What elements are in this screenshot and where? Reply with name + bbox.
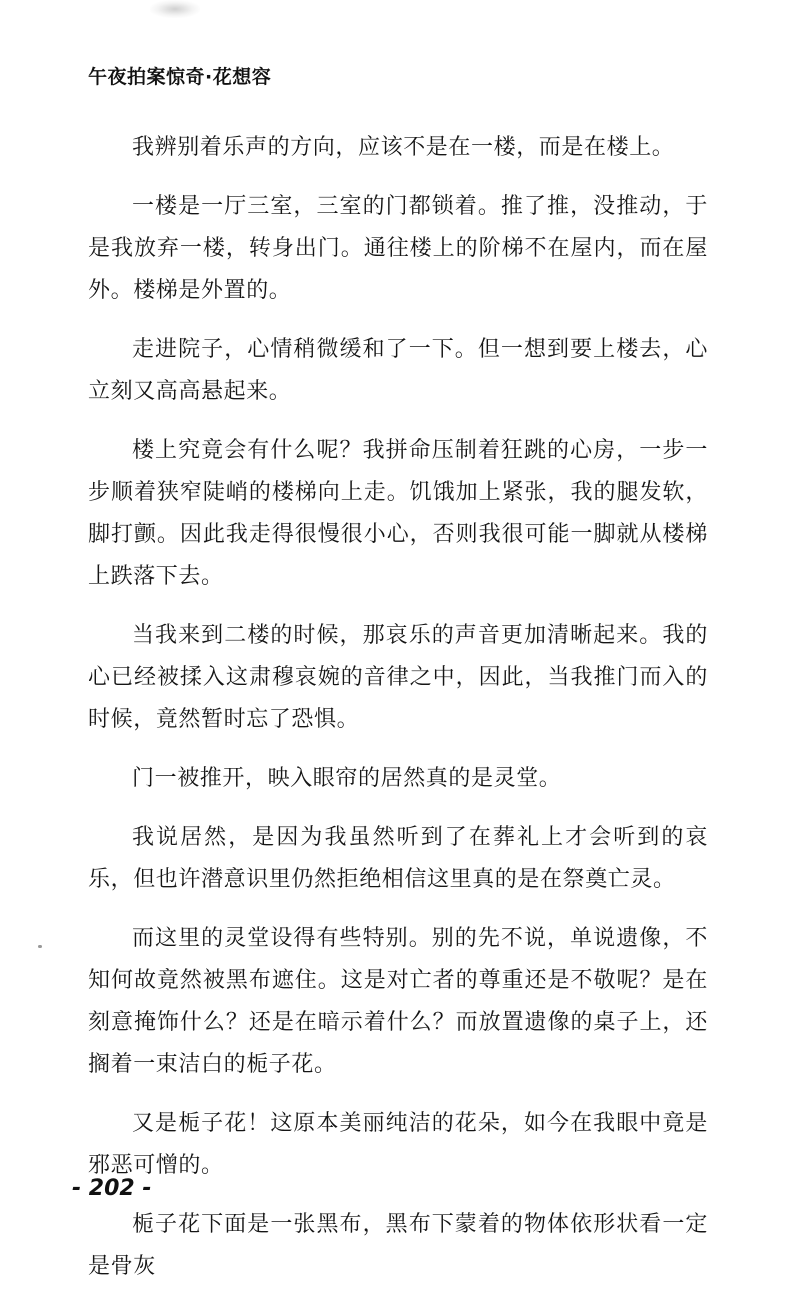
paragraph: 楼上究竟会有什么呢？我拼命压制着狂跳的心房，一步一步顺着狭窄陡峭的楼梯向上走。饥饿加上紧张，我的腿发软，脚打颤。因此我走得很慢很小心，否则我很可能一脚就从楼梯上跌落下去。: [88, 438, 708, 589]
running-header: 午夜拍案惊奇·花想容: [88, 66, 272, 88]
paragraph: 一楼是一厅三室，三室的门都锁着。推了推，没推动，于是我放弃一楼，转身出门。通往楼上的阶梯不在屋内，而在屋外。楼梯是外置的。: [88, 194, 708, 303]
page-number: - 202 -: [72, 1176, 152, 1201]
paragraph: 我辨别着乐声的方向，应该不是在一楼，而是在楼上。: [132, 135, 675, 160]
paragraph: 又是栀子花！这原本美丽纯洁的花朵，如今在我眼中竟是邪恶可憎的。: [88, 1111, 708, 1178]
paragraph: 我说居然，是因为我虽然听到了在葬礼上才会听到的哀乐，但也许潜意识里仍然拒绝相信这里真的是在祭奠亡灵。: [88, 825, 708, 892]
paragraph: 当我来到二楼的时候，那哀乐的声音更加清晰起来。我的心已经被揉入这肃穆哀婉的音律之中，因此，当我推门而入的时候，竟然暂时忘了恐惧。: [88, 623, 708, 732]
paragraph: 而这里的灵堂设得有些特别。别的先不说，单说遗像，不知何故竟然被黑布遮住。这是对亡者的尊重还是不敬呢？是在刻意掩饰什么？还是在暗示着什么？而放置遗像的桌子上，还搁着一束洁白的栀子花。: [88, 926, 708, 1077]
page-body: [88, 127, 708, 1305]
paragraph: 门一被推开，映入眼帘的居然真的是灵堂。: [132, 766, 562, 791]
scan-smudge: [150, 0, 200, 18]
paragraph: 走进院子，心情稍微缓和了一下。但一想到要上楼去，心立刻又高高悬起来。: [88, 337, 708, 404]
paragraph: 栀子花下面是一张黑布，黑布下蒙着的物体依形状看一定是骨灰: [88, 1212, 708, 1279]
scan-speck: [38, 945, 42, 948]
